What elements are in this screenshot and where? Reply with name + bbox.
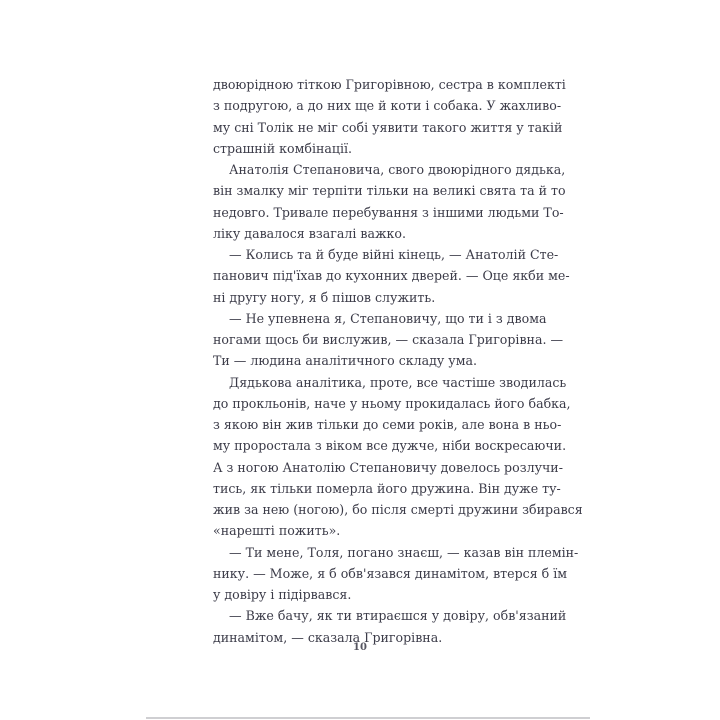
text-line: му проростала з віком все дужче, ніби воскресаючи. — [213, 438, 567, 454]
text-line: «нарешті пожить». — [213, 523, 341, 539]
text-line: — Ти мене, Толя, погано знаєш, — казав він племін- — [229, 544, 579, 560]
paragraph — [213, 159, 566, 244]
paragraph — [213, 244, 570, 308]
text-line: до прокльонів, наче у ньому прокидалась його бабка, — [213, 395, 571, 411]
text-line: він змалку міг терпіти тільки на великі свята та й то — [213, 183, 566, 199]
text-line: тись, як тільки померла його дружина. Він дуже ту- — [213, 480, 561, 496]
text-line: А з ногою Анатолію Степановичу довелось розлучи- — [213, 459, 563, 475]
book-page-text — [213, 74, 583, 648]
text-line: ліку давалося взагалі важко. — [213, 225, 407, 241]
text-line: ногами щось би вислужив, — сказала Григорівна. — — [213, 332, 564, 347]
paragraph — [213, 372, 583, 542]
text-line: Ти — людина аналітичного складу ума. — [213, 353, 478, 369]
text-line: страшній комбінації. — [213, 140, 353, 156]
text-line: Дядькова аналітика, проте, все частіше зводилась — [229, 374, 567, 390]
text-line: недовго. Тривале перебування з іншими людьми То- — [213, 204, 564, 220]
paragraph — [213, 542, 579, 606]
paragraph — [213, 74, 566, 159]
text-line: — Колись та й буде війні кінець, — Анатолій Сте- — [229, 247, 559, 262]
text-line: жив за нею (ногою), бо після смерті дружини збирався — [213, 502, 583, 517]
page-number: 10 — [353, 642, 367, 653]
text-line: — Вже бачу, як ти втираєшся у довіру, обв'язаний — [229, 608, 567, 624]
text-line: панович під'їхав до кухонних дверей. — Оце якби ме- — [213, 268, 570, 284]
text-line: у довіру і підірвався. — [213, 587, 352, 602]
text-line: з якою він жив тільки до семи років, але вона в ньо- — [213, 417, 562, 432]
paragraph — [213, 308, 564, 372]
text-line: — Не упевнена я, Степановичу, що ти і з двома — [229, 310, 547, 326]
text-line: нику. — Може, я б обв'язався динамітом, втерся б їм — [213, 565, 568, 581]
bottom-divider — [146, 717, 590, 719]
text-line: ні другу ногу, я б пішов служить. — [213, 289, 436, 305]
text-line: з подругою, а до них ще й коти і собака. У жахливо- — [213, 98, 562, 114]
text-line: двоюрідною тіткою Григорівною, сестра в комплекті — [213, 77, 566, 92]
text-line: динамітом, — сказала Григорівна. — [213, 629, 443, 645]
text-line: му сні Толік не міг собі уявити такого життя у такій — [213, 119, 563, 135]
text-line: Анатолія Степановича, свого двоюрідного дядька, — [229, 162, 566, 177]
